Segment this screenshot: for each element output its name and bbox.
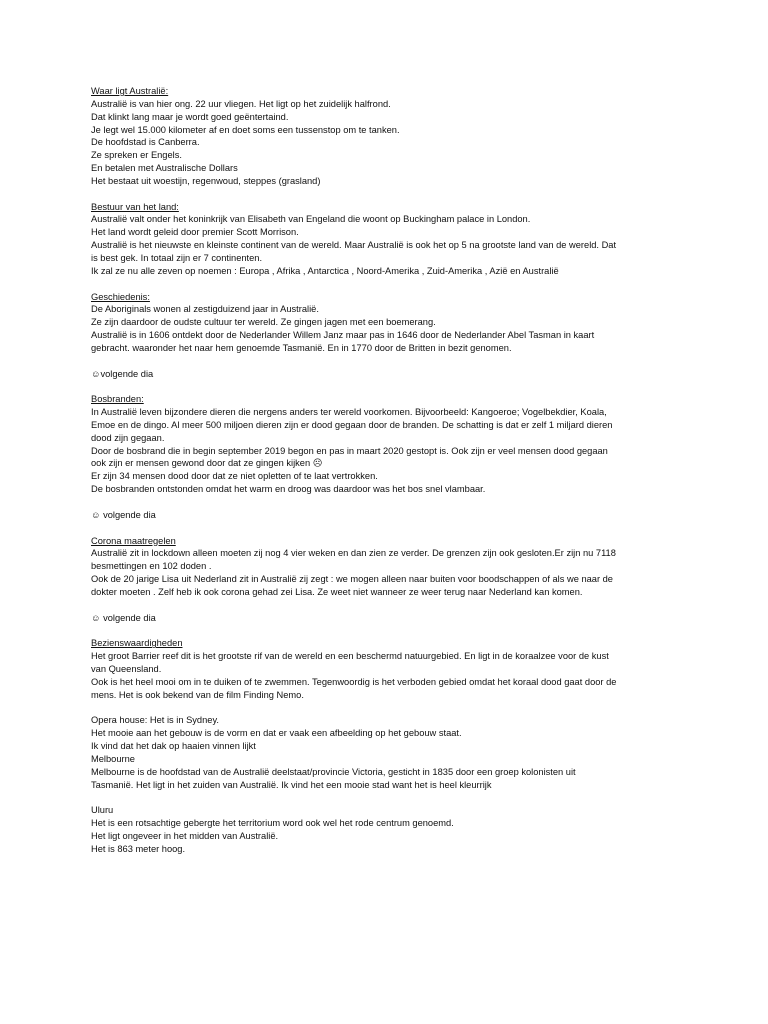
next-slide-note	[91, 368, 691, 381]
paragraph-gap	[91, 702, 691, 715]
text-line: Emoe en de dingo. Al meer 500 miljoen dieren zijn er dood gegaan door de branden. De schatting is dat er zelf 1 miljard dieren	[91, 419, 613, 430]
text-line: ☺ volgende dia	[91, 612, 156, 623]
next-slide-note	[91, 612, 691, 625]
section-bushfires	[91, 393, 691, 496]
text-line: Australië is van hier ong. 22 uur vliegen. Het ligt op het zuidelijk halfrond.	[91, 98, 391, 109]
paragraph-gap	[91, 522, 691, 535]
section-opera-melbourne	[91, 714, 691, 791]
text-line: ☺ volgende dia	[91, 509, 156, 520]
section-history	[91, 291, 691, 355]
text-line: besmettingen en 102 doden .	[91, 561, 212, 572]
next-slide-note	[91, 509, 691, 522]
text-line: Ook is het heel mooi om in te duiken of te zwemmen. Tegenwoordig is het verboden gebied omdat het koraal dood gaat door de	[91, 676, 617, 687]
text-line: ☺volgende dia	[91, 368, 154, 379]
section-uluru	[91, 804, 691, 855]
text-line: Het groot Barrier reef dit is het grootste rif van de wereld en een beschermd natuurgebied. En ligt in de koraalzee voor de kust	[91, 651, 609, 662]
section-heading: Geschiedenis:	[91, 291, 150, 302]
text-line: Er zijn 34 mensen dood door dat ze niet opletten of te laat vertrokken.	[91, 471, 378, 482]
document-page	[91, 85, 691, 856]
text-line: Het is 863 meter hoog.	[91, 843, 186, 854]
text-line: mens. Het is ook bekend van de film Finding Nemo.	[91, 689, 304, 700]
section-heading: Bosbranden:	[91, 394, 144, 405]
text-line: De Aboriginals wonen al zestigduizend jaar in Australië.	[91, 304, 319, 315]
text-line: Het is een rotsachtige gebergte het territorium word ook wel het rode centrum genoemd.	[91, 818, 454, 829]
text-line: Australië zit in lockdown alleen moeten zij nog 4 vier weken en dan zien ze verder. De grenzen zijn ook gesloten.Er zijn nu 7118	[91, 548, 616, 559]
text-line: Het bestaat uit woestijn, regenwoud, steppes (grasland)	[91, 175, 321, 186]
text-line: dokter moeten . Zelf heb ik ook corona gehad zei Lisa. Ze weet niet wanneer ze weer terug naar Nederland kan komen.	[91, 586, 583, 597]
text-line: Australië is in 1606 ontdekt door de Nederlander Willem Janz maar pas in 1646 door de Nederlander Abel Tasman in kaart	[91, 330, 595, 341]
paragraph-gap	[91, 624, 691, 637]
text-line: is best gek. In totaal zijn er 7 continenten.	[91, 252, 263, 263]
section-heading: Bezienswaardigheden	[91, 638, 183, 649]
paragraph-gap	[91, 791, 691, 804]
section-location	[91, 85, 691, 188]
section-government	[91, 201, 691, 278]
section-heading: Waar ligt Australië:	[91, 86, 169, 96]
text-line: Tasmanië. Het ligt in het zuiden van Australië. Ik vind het een mooie stad want het is heel kleurrijk	[91, 779, 492, 790]
text-line: Het mooie aan het gebouw is de vorm en dat er vaak een afbeelding op het gebouw staat.	[91, 728, 462, 739]
section-corona	[91, 535, 691, 599]
text-line: Ook de 20 jarige Lisa uit Nederland zit in Australië zij zegt : we mogen alleen naar buiten voor boodschappen of als we naar de	[91, 574, 613, 585]
text-line: ook zijn er mensen gewond door dat ze gingen kijken ☹	[91, 458, 323, 469]
text-line: Opera house: Het is in Sydney.	[91, 715, 219, 726]
text-line: In Australië leven bijzondere dieren die nergens anders ter wereld voorkomen. Bijvoorbeeld: Kangoeroe; Vogelbekdier, Koala,	[91, 407, 607, 418]
text-line: Het ligt ongeveer in het midden van Australië.	[91, 830, 279, 841]
text-line: Door de bosbrand die in begin september 2019 begon en pas in maart 2020 gestopt is. Ook zijn er veel mensen dood gegaan	[91, 445, 608, 456]
section-heading: Bestuur van het land:	[91, 201, 179, 212]
text-line: Ik vind dat het dak op haaien vinnen lijkt	[91, 741, 256, 752]
text-line: Uluru	[91, 805, 114, 816]
text-line: dood zijn gegaan.	[91, 432, 165, 443]
text-line: En betalen met Australische Dollars	[91, 163, 238, 174]
text-line: Melbourne is de hoofdstad van de Australië deelstaat/provincie Victoria, gesticht in 1835 door een groep kolonisten uit	[91, 766, 576, 777]
text-line: van Queensland.	[91, 663, 162, 674]
text-line: De hoofdstad is Canberra.	[91, 137, 200, 148]
section-heading: Corona maatregelen	[91, 535, 176, 546]
text-line: Het land wordt geleid door premier Scott Morrison.	[91, 227, 299, 238]
text-line: Ze zijn daardoor de oudste cultuur ter wereld. Ze gingen jagen met een boemerang.	[91, 317, 436, 328]
paragraph-gap	[91, 355, 691, 368]
text-line: Australië valt onder het koninkrijk van Elisabeth van Engeland die woont op Buckingham palace in London.	[91, 214, 531, 225]
paragraph-gap	[91, 188, 691, 201]
text-line: Ze spreken er Engels.	[91, 150, 182, 161]
text-line: Melbourne	[91, 753, 135, 764]
paragraph-gap	[91, 599, 691, 612]
section-sights	[91, 637, 691, 701]
paragraph-gap	[91, 278, 691, 291]
paragraph-gap	[91, 496, 691, 509]
text-line: De bosbranden ontstonden omdat het warm en droog was daardoor was het bos snel vlambaar.	[91, 484, 486, 495]
text-line: gebracht. waaronder het naar hem genoemde Tasmanië. En in 1770 door de Britten in bezit genomen.	[91, 342, 512, 353]
text-line: Ik zal ze nu alle zeven op noemen : Europa , Afrika , Antarctica , Noord-Amerika , Zuid-Amerika , Azië en Australië	[91, 265, 559, 276]
text-line: Je legt wel 15.000 kilometer af en doet soms een tussenstop om te tanken.	[91, 124, 400, 135]
text-line: Dat klinkt lang maar je wordt goed geëntertaind.	[91, 111, 289, 122]
text-line: Australië is het nieuwste en kleinste continent van de wereld. Maar Australië is ook het op 5 na grootste land van de wereld. Dat	[91, 240, 617, 251]
paragraph-gap	[91, 380, 691, 393]
